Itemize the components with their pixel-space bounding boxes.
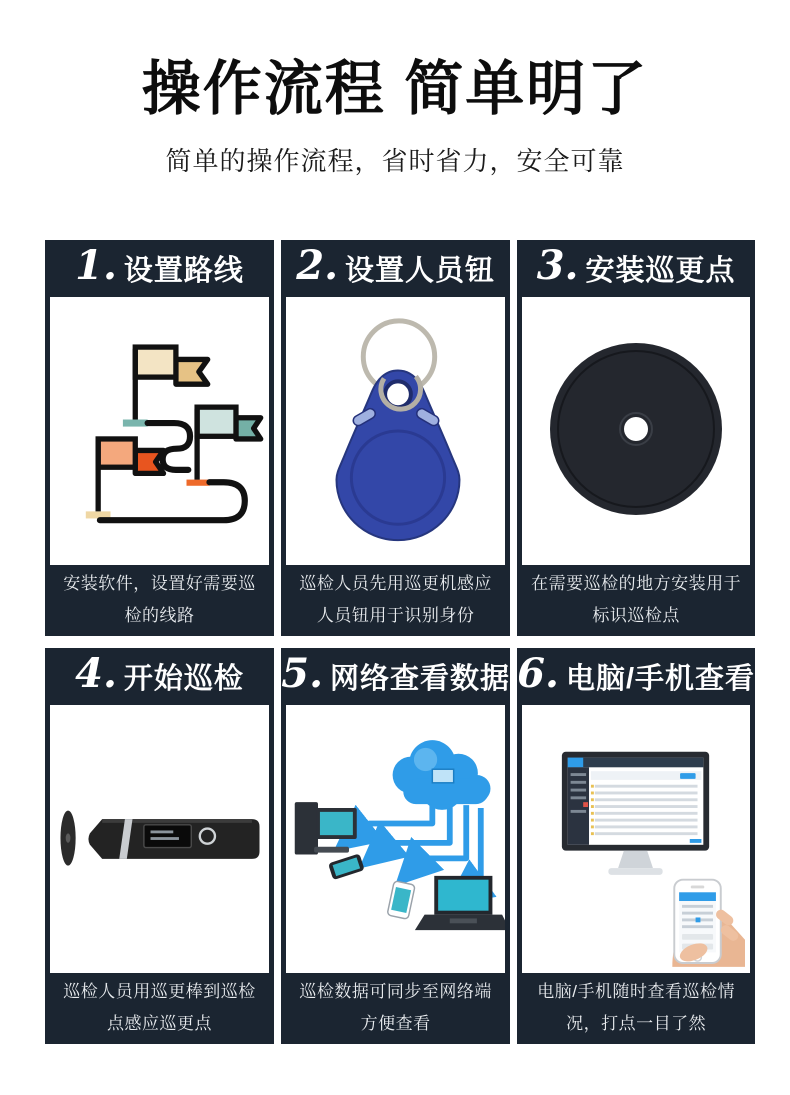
step-5-caption: 巡检数据可同步至网络端方便查看 [299, 982, 492, 1034]
patrol-wand-icon [51, 719, 269, 959]
step-3-image [522, 297, 750, 565]
step-1-caption: 安装软件，设置好需要巡检的线路 [63, 574, 256, 626]
step-4-title: 开始巡检 [123, 662, 244, 695]
step-3-caption: 在需要巡检的地方安装用于标识巡检点 [531, 574, 742, 626]
step-card-1 [45, 240, 274, 636]
page-title: 操作流程 简单明了 [141, 56, 649, 122]
step-6-number: 6. [517, 650, 559, 698]
step-4-header [45, 648, 274, 705]
step-1-number: 1. [75, 242, 117, 290]
step-1-image [50, 297, 269, 565]
desktop-pc-icon [294, 802, 356, 854]
step-card-4 [45, 648, 274, 1044]
step-3-number: 3. [536, 242, 579, 290]
step-2-number: 2. [296, 242, 338, 290]
cloud-sync-icon [287, 711, 505, 967]
step-1-header [45, 240, 274, 297]
step-2-title: 设置人员钮 [345, 254, 496, 287]
small-phone-icon [387, 881, 415, 920]
step-6-title: 电脑/手机查看 [565, 662, 755, 695]
step-card-6 [517, 648, 755, 1044]
step-5-header [281, 648, 510, 705]
route-flags-icon [54, 311, 266, 551]
steps-grid [45, 240, 755, 1044]
step-5-number: 5. [281, 650, 323, 698]
step-6-caption: 电脑/手机随时查看巡检情况，打点一目了然 [537, 982, 735, 1034]
step-3-title: 安装巡更点 [585, 254, 736, 287]
step-2-caption: 巡检人员先用巡更机感应人员钮用于识别身份 [299, 574, 492, 626]
step-5-image [286, 705, 505, 973]
step-4-image [50, 705, 269, 973]
monitor-icon [562, 752, 709, 875]
step-2-header [281, 240, 510, 297]
step-4-number: 4. [75, 650, 117, 698]
keyfob-icon [296, 307, 496, 555]
hand-phone-icon [672, 880, 745, 967]
step-3-header [517, 240, 755, 297]
step-1-title: 设置路线 [123, 254, 244, 287]
step-6-header [517, 648, 755, 705]
phone-icon [328, 853, 365, 880]
step-card-2 [281, 240, 510, 636]
page-subtitle: 简单的操作流程，省时省力，安全可靠 [165, 145, 625, 176]
checkpoint-disc-icon [536, 311, 736, 551]
step-card-3 [517, 240, 755, 636]
cloud-icon [392, 740, 490, 810]
step-5-title: 网络查看数据 [330, 662, 511, 695]
laptop-icon [415, 876, 505, 930]
step-card-5 [281, 648, 510, 1044]
step-4-caption: 巡检人员用巡更棒到巡检点感应巡更点 [63, 982, 256, 1034]
step-6-image [522, 705, 750, 973]
pc-phone-view-icon [527, 711, 745, 967]
step-2-image [286, 297, 505, 565]
